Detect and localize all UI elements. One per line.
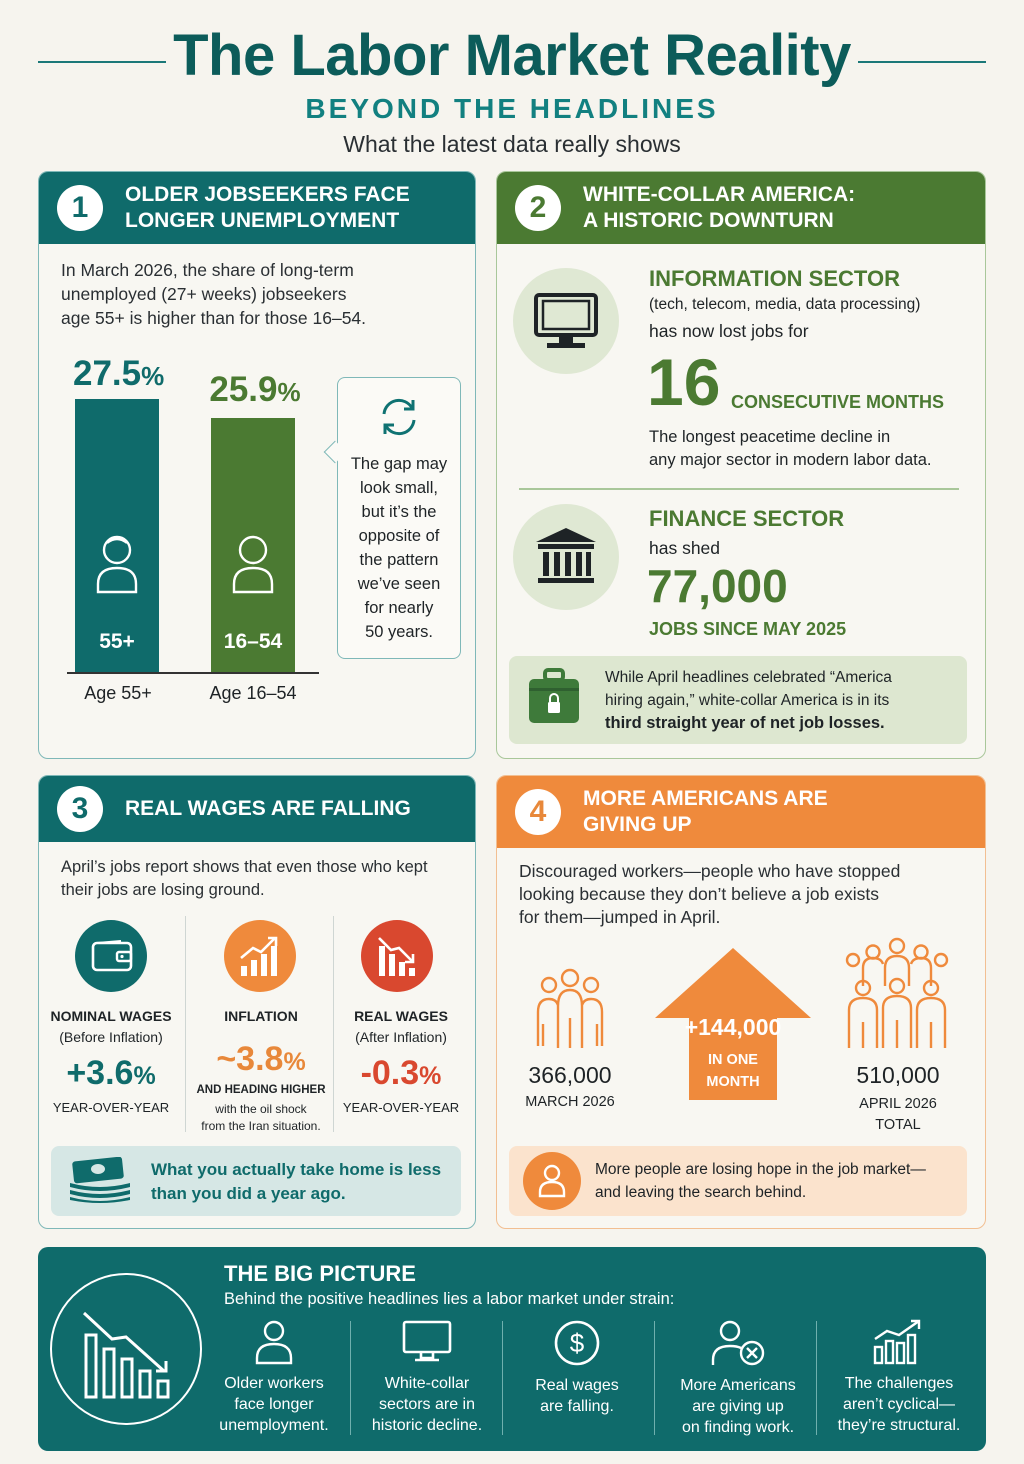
after-value: 510,000: [856, 1062, 940, 1088]
wage-metric-nominal: [45, 914, 177, 1134]
section-heading: MORE AMERICANS ARE GIVING UP: [583, 787, 828, 836]
info-sector-title: INFORMATION SECTOR: [649, 266, 900, 291]
bar-label: 55+: [99, 630, 135, 653]
page-subtitle: BEYOND THE HEADLINES: [305, 93, 719, 124]
finance-big-label: JOBS SINCE MAY 2025: [649, 619, 847, 639]
big-picture-banner: [38, 1247, 986, 1451]
takeaway-item: Older workers face longer unemployment.: [208, 1319, 340, 1436]
bank-icon: [534, 526, 598, 588]
falling-bars-icon: [82, 1309, 178, 1399]
take-home-callout: [51, 1146, 461, 1216]
change-label: IN ONE MONTH: [706, 1052, 760, 1090]
section-2-header: [497, 172, 985, 244]
takeaway-item: White-collar sectors are in historic decline.: [358, 1319, 496, 1436]
big-picture-title: THE BIG PICTURE: [224, 1261, 416, 1286]
metric-foot-note: from the Iran situation.: [201, 1119, 321, 1133]
info-note: The longest peacetime decline in any major sector in modern labor data.: [649, 428, 932, 469]
metric-foot: YEAR-OVER-YEAR: [52, 1100, 170, 1115]
big-picture-subtitle: Behind the positive headlines lies a labor market under strain:: [224, 1290, 675, 1308]
metric-title: INFLATION: [224, 1008, 298, 1024]
bar-16-54: [211, 418, 295, 672]
metric-title: REAL WAGES: [354, 1008, 448, 1024]
section-intro: In March 2026, the share of long-term unemployed (27+ weeks) jobseekers age 55+ is higher than for those 16–54.: [61, 260, 367, 328]
section-1-card: [38, 171, 476, 759]
section-2-card: [496, 171, 986, 759]
falling-bars-icon-circle: [50, 1273, 202, 1425]
section-4-card: [496, 775, 986, 1229]
info-sector-subtitle: (tech, telecom, media, data processing): [649, 296, 921, 313]
takeaway-item: More Americans are giving up on finding work.: [662, 1319, 814, 1438]
divider: [519, 488, 959, 490]
section-number: 3: [57, 786, 103, 832]
wage-metric-inflation: [189, 914, 333, 1134]
info-big-label: CONSECUTIVE MONTHS: [731, 392, 945, 412]
chart-baseline: [67, 672, 319, 674]
dollar-coin-icon: [553, 1319, 601, 1367]
white-collar-callout: [509, 656, 967, 744]
section-heading: WHITE-COLLAR AMERICA: A HISTORIC DOWNTURN: [583, 183, 856, 232]
rising-bars-icon: [871, 1319, 927, 1365]
takeaway-item: $ Real wages are falling.: [510, 1319, 644, 1417]
section-number: 4: [515, 789, 561, 835]
axis-label: Age 55+: [84, 683, 152, 703]
metric-foot: YEAR-OVER-YEAR: [342, 1100, 460, 1115]
monitor-icon-circle: [513, 268, 619, 374]
page-title: The Labor Market Reality: [173, 23, 851, 88]
section-3-header: [39, 776, 475, 842]
person-icon: [95, 534, 139, 596]
rising-chart-icon: [237, 934, 283, 978]
falling-chart-icon: [375, 934, 421, 978]
page-tagline: What the latest data really shows: [343, 131, 681, 157]
wallet-icon: [91, 940, 133, 972]
divider: [502, 1321, 503, 1435]
section-number: 1: [57, 185, 103, 231]
person-icon: [538, 1164, 566, 1198]
change-value: +144,000: [684, 1014, 782, 1040]
finance-title: FINANCE SECTOR: [649, 506, 845, 531]
people-group-icon: [527, 968, 613, 1050]
metric-foot: AND HEADING HIGHER: [196, 1084, 326, 1096]
callout-text: While April headlines celebrated “America hiring again,” white-collar America is in its third straight year of net job losses.: [605, 669, 892, 732]
metric-subtitle: (Before Inflation): [59, 1029, 163, 1045]
crowd-icon: [841, 936, 953, 1050]
callout-text: What you actually take home is less than you did a year ago.: [151, 1160, 442, 1203]
metric-foot-note: with the oil shock: [215, 1102, 307, 1116]
metric-subtitle: (After Inflation): [355, 1029, 447, 1045]
rising-chart-icon-circle: [224, 920, 296, 992]
monitor-icon: [401, 1319, 453, 1365]
section-number: 2: [515, 185, 561, 231]
svg-text:$: $: [569, 1328, 585, 1358]
finance-big-number: 77,000: [647, 560, 788, 612]
after-label: APRIL 2026 TOTAL: [859, 1096, 937, 1133]
axis-label: Age 16–54: [209, 683, 297, 703]
divider: [185, 916, 186, 1132]
before-value: 366,000: [528, 1062, 612, 1088]
section-1-header: [39, 172, 475, 244]
before-label: MARCH 2026: [525, 1094, 615, 1110]
person-icon: [254, 1319, 294, 1365]
section-heading: OLDER JOBSEEKERS FACE LONGER UNEMPLOYMENT: [125, 183, 410, 232]
callout-text: The gap may look small, but it’s the opposite of the pattern we’ve seen for nearly 50 years.: [350, 455, 448, 641]
metric-value: ~3.8%: [216, 1040, 306, 1078]
section-intro: Discouraged workers—people who have stopped looking because they don’t believe a job exists for them—jumped in April.: [519, 861, 901, 927]
section-4-header: [497, 776, 985, 848]
bar-value-16-54: 25.9%: [209, 370, 301, 409]
section-3-card: [38, 775, 476, 1229]
metric-title: NOMINAL WAGES: [50, 1008, 172, 1024]
bar-label: 16–54: [223, 630, 283, 653]
person-icon: [231, 534, 275, 596]
cash-stack-icon: [67, 1157, 133, 1203]
takeaway-item: The challenges aren’t cyclical— they’re structural.: [824, 1319, 974, 1436]
metric-value: +3.6%: [66, 1054, 156, 1092]
info-big-number: 16: [647, 345, 721, 419]
losing-hope-callout: [509, 1146, 967, 1216]
bar-55-plus: [75, 399, 159, 672]
gap-callout: [337, 377, 461, 659]
callout-text: More people are losing hope in the job market— and leaving the search behind.: [595, 1161, 926, 1201]
divider: [350, 1321, 351, 1435]
divider: [333, 916, 334, 1132]
divider: [654, 1321, 655, 1435]
divider: [816, 1321, 817, 1435]
refresh-icon: [376, 394, 422, 440]
person-x-icon: [710, 1319, 766, 1367]
metric-value: -0.3%: [360, 1054, 442, 1092]
person-icon-circle: [523, 1152, 581, 1210]
info-sector-lead: has now lost jobs for: [649, 321, 809, 341]
section-heading: REAL WAGES ARE FALLING: [125, 797, 411, 820]
finance-lead: has shed: [649, 538, 721, 558]
bank-icon-circle: [513, 504, 619, 610]
monitor-icon: [533, 292, 599, 352]
wage-metric-real: [335, 914, 467, 1134]
briefcase-lock-icon: [527, 666, 581, 726]
falling-chart-icon-circle: [361, 920, 433, 992]
section-intro: April’s jobs report shows that even those who kept their jobs are losing ground.: [61, 858, 428, 899]
wallet-icon-circle: [75, 920, 147, 992]
bar-value-55-plus: 27.5%: [73, 354, 165, 393]
